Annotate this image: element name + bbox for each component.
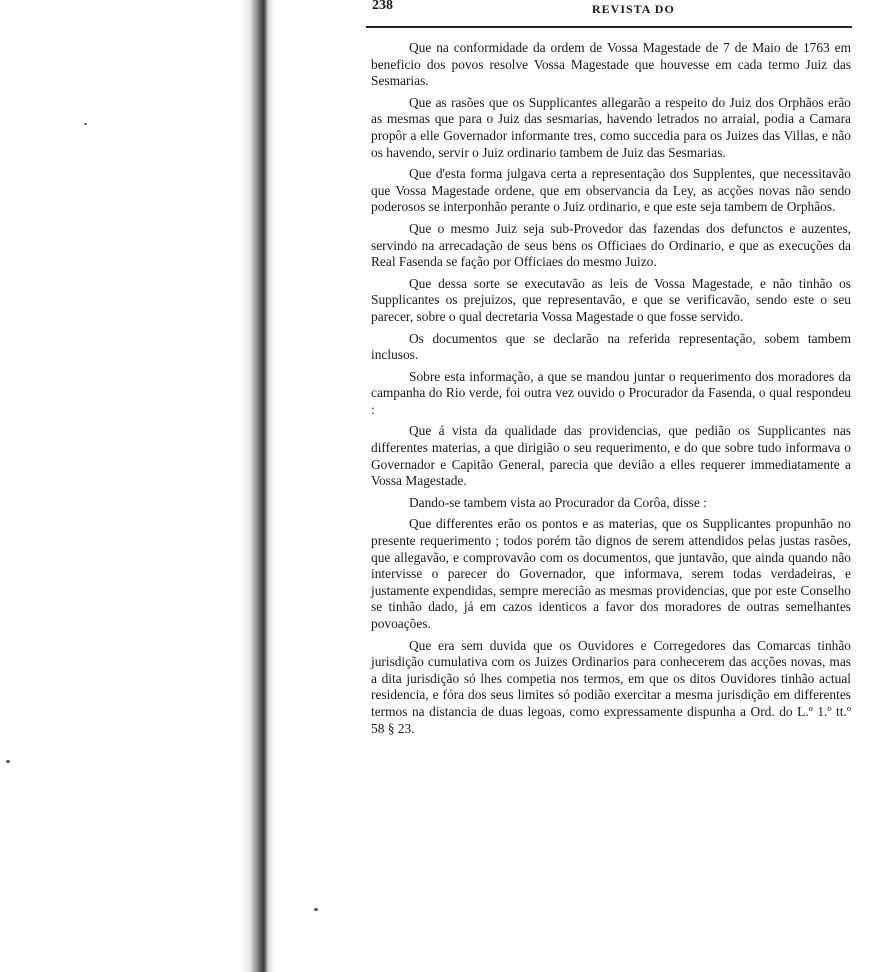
paragraph: Que o mesmo Juiz seja sub-Provedor das fazendas dos defunctos e auzentes, servindo na arrecadação de seus bens os Officiaes do Ordinario, e que as execuções da Real Fasenda se fação por Officiaes do mesmo Juizo. — [371, 220, 851, 270]
paragraph: Dando-se tambem vista ao Procurador da Corôa, disse : — [409, 494, 707, 510]
page-number: 238 — [372, 0, 393, 13]
paragraph: Os documentos que se declarão na referida representação, sobem tambem inclusos. — [371, 330, 851, 363]
paragraph: Que era sem duvida que os Ouvidores e Corregedores das Comarcas tinhão jurisdição cumulativa com os Juizes Ordinarios para conhecerem das acções novas, mas a dita jurisdição só lhes competia nos termos, em que os ditos Ouvidores tinhão actual residencia, e fóra dos seus limites só podião exercitar a mesma jurisdição em differentes termos na distancia de duas legoas, como expressamente dispunha a Ord. do L.º 1.º tt.º 58 § 23. — [371, 637, 851, 736]
page-header — [366, 0, 852, 28]
paragraph: Que differentes erão os pontos e as materias, que os Supplicantes propunhão no presente requerimento ; todos porém tão dignos de serem attendidos pelas justas rasões, que allegavão, e comprovavão com os documentos, que juntavão, que ainda quando não intervisse o parecer do Governador, que informava, serem todas verdadeiras, e justamente expendidas, sempre merecião as mesmas providencias, que por este Conselho se tinhão dado, já em cazos identicos a favor dos moradores de outras semelhantes povoações. — [371, 516, 851, 631]
body-text — [371, 40, 851, 742]
paragraph: Que á vista da qualidade das providencias, que pedião os Supplicantes nas differentes materias, a que dirigião o seu requerimento, e do que sobre tudo informava o Governador e Capitão General, parecia que devião a elles requerer immediatamente a Vossa Magestade. — [371, 423, 851, 489]
paragraph: Que na conformidade da ordem de Vossa Magestade de 7 de Maio de 1763 em beneficio dos povos resolve Vossa Magestade que houvesse em cada termo Juiz das Sesmarias. — [371, 40, 851, 89]
paragraph: Que as rasões que os Supplicantes allegarão a respeito do Juiz dos Orphãos erão as mesmas que para o Juiz das sesmarias, havendo letrados no arraial, podia a Camara propôr a elle Governador informante tres, como succedia para os Juizes das Villas, e não os havendo, servir o Juiz ordinario tambem de Juiz das Sesmarias. — [371, 94, 851, 160]
page-speck — [6, 760, 10, 763]
page-speck — [84, 123, 87, 125]
paragraph: Sobre esta informação, a que se mandou juntar o requerimento dos moradores da campanha do Rio verde, foi outra vez ouvido o Procurador da Fasenda, o qual respondeu : — [371, 368, 851, 417]
paragraph: Que d'esta forma julgava certa a representação dos Supplentes, que necessitavão que Vossa Magestade ordene, que em observancia da Ley, as acções novas não sendo poderosos se interponhão perante o Juiz ordinario, e que este seja tambem de Orphãos. — [371, 166, 851, 215]
paragraph: Que dessa sorte se executavão as leis de Vossa Magestade, e não tinhão os Supplicantes os prejuizos, que representavão, e que se verificavão, sendo este o seu parecer, sobre o qual decretaria Vossa Magestade o que fosse servido. — [371, 275, 851, 324]
page-speck — [314, 908, 318, 911]
running-title: REVISTA DO — [592, 2, 675, 16]
book-gutter-shadow — [0, 0, 276, 972]
